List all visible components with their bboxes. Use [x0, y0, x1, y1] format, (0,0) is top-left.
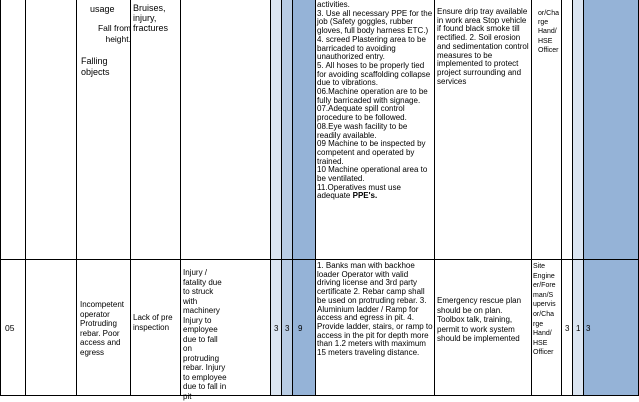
- upper-consequence-text: Bruises, injury, fractures: [133, 3, 169, 33]
- upper-control-8: 10 Machine operational area to be ventilated.: [317, 165, 428, 184]
- row05-activity-cell: [25, 259, 77, 396]
- upper-control-7: 09 Machine to be inspected by competent and operated by trained.: [317, 139, 426, 166]
- upper-hazard-cell-2: [130, 0, 181, 260]
- row05-risk-s: 3: [285, 324, 290, 333]
- row05-risk-l: 3: [274, 324, 279, 333]
- row05-responsible: Site Engine er/Fore man/S upervis or/Cha rge Hand/ HSE Officer: [533, 263, 556, 357]
- upper-control-0: activities.: [317, 0, 350, 9]
- upper-activity-text: usage: [90, 4, 115, 14]
- upper-controls-text: [317, 1, 433, 201]
- row05-res-r-cell: [583, 259, 639, 396]
- upper-activity-cell: [25, 0, 77, 260]
- upper-control-9: 11.Operatives must use adequate: [317, 182, 401, 201]
- row05-id: 05: [5, 323, 15, 333]
- upper-consequence-cell: [180, 0, 271, 260]
- upper-env-text: Ensure drip tray available in work area Stop vehicle if found black smoke till rectified. 2. Soil erosion and sedimentation control measures to be implemented to protect project surrounding and services: [437, 7, 529, 86]
- row05-res-l: 3: [565, 324, 570, 333]
- upper-id-cell: [0, 0, 26, 260]
- row05-res-s: 1: [576, 324, 581, 333]
- upper-control-2: 4. screed Plastering area to be barricaded to avoiding unauthorized entry.: [317, 34, 426, 62]
- row05-controls: 1. Banks man with backhoe loader Operator with valid driving license and 3rd party certificate 2. Rebar camp shall be used on protruding rebar. 3. Aluminium ladder / Ramp for access and egress in pit. 4. Provide ladder, stairs, or ramp to access in the pit for depth more than 1.2 meters with maximum 15 meters traveling distance.: [317, 261, 433, 358]
- row05-consequence: Injury / fatality due to struck with machinery Injury to employee due to fall on protruding rebar. Injury to employee due to fall in pit: [183, 268, 227, 401]
- upper-responsible-text: or/Cha rge Hand/ HSE Officer: [538, 10, 560, 54]
- upper-control-6: 08.Eye wash facility to be readily available.: [317, 121, 408, 140]
- upper-control-5: 07.Adequate spill control procedure to be followed.: [317, 104, 407, 123]
- row05-risk-r-cell: [292, 259, 316, 396]
- upper-control-4: 06.Machine operation are to be fully barricaded with signage.: [317, 87, 428, 105]
- upper-hazard-1: Fall from height.: [97, 23, 131, 44]
- upper-control-1: 3. Use all necessary PPE for the job (Safety goggles, rubber gloves, full body harness ETC.): [317, 8, 433, 36]
- upper-risk-r-cell: [292, 0, 316, 260]
- row05-activity: Incompetent operator Protruding rebar. Poor access and egress: [80, 300, 125, 357]
- row05-risk-r: 9: [298, 324, 303, 333]
- upper-control-10: PPE's.: [352, 191, 378, 201]
- row05-hazard: Lack of pre inspection: [133, 313, 173, 332]
- row05-res-r: 3: [586, 324, 591, 333]
- upper-control-3: 5. All hoses to be properly tied for avoiding scaffolding collapse due to vibrations.: [317, 60, 431, 88]
- upper-hazard-2: Falling objects: [81, 56, 110, 77]
- upper-res-r-cell: [583, 0, 639, 260]
- row05-env-controls: Emergency rescue plan should be on plan. Toolbox talk, training, permit to work system should be implemented: [437, 296, 522, 343]
